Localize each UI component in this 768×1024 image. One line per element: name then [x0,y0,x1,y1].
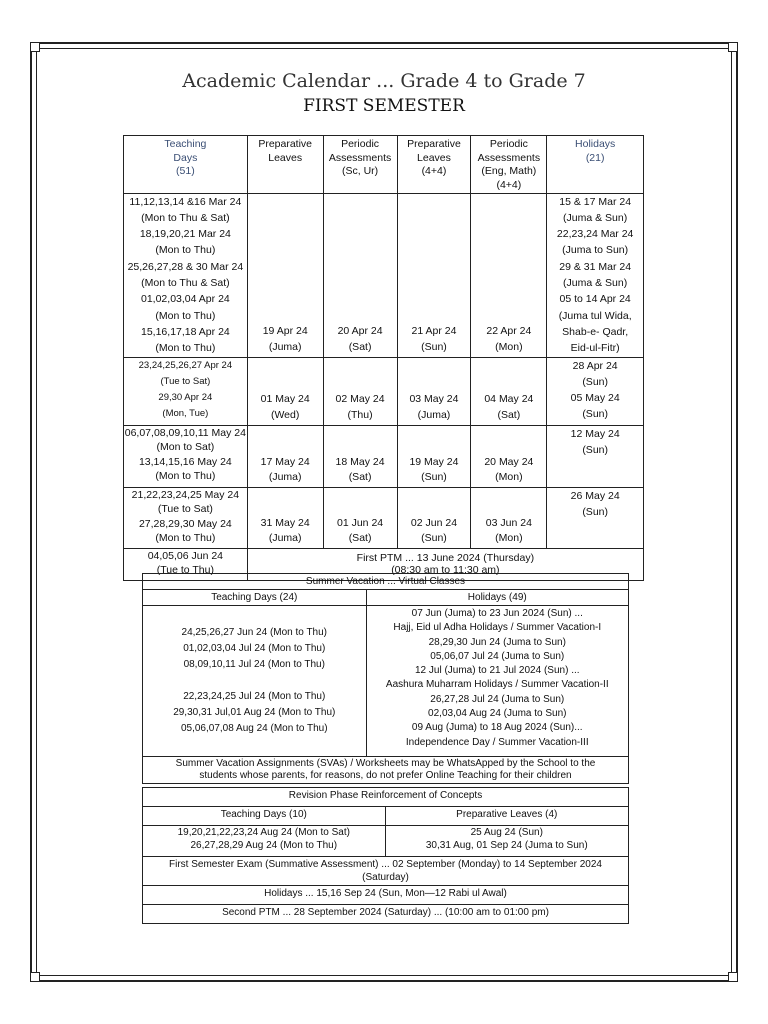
prep-leave-cell [247,193,323,357]
text-line: (Tue to Sat) [160,375,211,387]
text-line: (Eng, Math) (4+4) [481,165,537,191]
revision-prep-cell [385,826,628,857]
prep-leave-cell [397,425,471,487]
text-line: Preparative [258,138,313,150]
text-line: Assessments [477,151,541,164]
text-line: (Sc, Ur) [341,165,379,178]
header-holidays [547,136,644,194]
text-line: 01,02,03,04 Jul 24 (Mon to Thu) [183,643,326,654]
text-line: (Sat) [348,531,372,544]
text-line: 02 Jun 24 [410,516,458,529]
text-line: (Mon) [495,470,523,483]
text-line: 28 Apr 24 [572,359,618,372]
text-line: Leaves [417,151,451,164]
text-line: 11,12,13,14 &16 Mar 24 [129,195,242,208]
text-line: (4+4) [421,165,447,178]
text-line: 15 & 17 Mar 24 [559,195,632,208]
holidays-rabi-ul-awal: Holidays ... 15,16 Sep 24 (Sun, Mon—12 Rabi ul Awal) [143,886,629,905]
text-line: (Mon) [495,531,523,544]
text-line: Periodic [341,138,380,150]
text-line: 25 Aug 24 (Sun) [470,827,543,838]
first-semester-exam: First Semester Exam (Summative Assessment) ... 02 September (Monday) to 14 September 2024 (Saturday) [143,857,629,886]
header-preparative-leaves [247,136,323,194]
text-line: Days [173,151,198,164]
text-line: Preparative [407,138,461,150]
text-line: 13,14,15,16 May 24 [138,455,232,468]
text-line: 22,23,24,25 Jul 24 (Mon to Thu) [183,691,326,702]
holidays-cell [547,425,644,487]
summer-teaching-cell [143,606,367,757]
text-line: (Tue to Thu) [156,563,214,576]
text-line: (Wed) [270,408,300,421]
text-line: Leaves [268,151,303,164]
text-line: 19 Apr 24 [262,324,308,337]
text-line: 01,02,03,04 Apr 24 [141,293,230,306]
assessment-cell [323,487,397,548]
table-row [124,193,644,357]
text-line: 24,25,26,27 Jun 24 (Mon to Thu) [181,627,327,638]
text-line: Aashura Muharram Holidays / Summer Vacation-II [385,679,609,691]
text-line: (Mon to Thu & Sat) [141,277,230,290]
text-line: 07 Jun (Juma) to 23 Jun 2024 (Sun) ... [411,608,583,619]
text-line: Shab-e- Qadr, [562,325,629,338]
summer-title: Summer Vacation ... Virtual Classes [143,574,629,590]
text-line: 25,26,27,28 & 30 Mar 24 [127,260,244,273]
text-line: (Mon, Tue) [162,407,209,419]
text-line: 18,19,20,21 Mar 24 [139,228,231,241]
text-line: Independence Day / Summer Vacation-III [405,736,589,748]
teaching-days-cell [124,487,248,548]
text-line: 21 Apr 24 [411,324,457,337]
corner-ornament [30,42,40,52]
teaching-days-cell [124,193,248,357]
text-line: First PTM ... 13 June 2024 (Thursday) [356,551,535,564]
text-line: 02 May 24 [335,392,385,405]
text-line: 29 & 31 Mar 24 [559,260,632,273]
page-subtitle: FIRST SEMESTER [303,96,465,116]
text-line: 02,03,04 Aug 24 (Juma to Sun) [428,708,567,720]
text-line: 08,09,10,11 Jul 24 (Mon to Thu) [183,659,325,670]
text-line: (Mon to Thu) [155,532,216,545]
text-line: 06,07,08,09,10,11 May 24 [124,426,246,439]
table-row [124,425,644,487]
text-line: 12 Jul (Juma) to 21 Jul 2024 (Sun) ... [415,665,580,677]
text-line: Hajj, Eid ul Adha Holidays / Summer Vacation-I [393,622,602,634]
text-line: Holidays [575,138,616,150]
table-row [124,487,644,548]
table-row [124,357,644,425]
text-line: 03 Jun 24 [485,516,532,529]
text-line: 17 May 24 [260,455,310,468]
revision-teaching-cell [143,826,386,857]
text-line: (Mon to Thu & Sat) [141,211,230,224]
summer-holidays-header: Holidays (49) [366,590,628,606]
text-line: 18 May 24 [335,455,385,468]
first-semester-table [123,135,644,581]
text-line: (51) [176,165,195,178]
text-line: (Juma to Sun) [562,244,629,257]
text-line: (Juma) [268,340,302,353]
corner-ornament [728,972,738,982]
text-line: (Juma) [268,470,302,483]
text-line: (Mon) [495,340,523,353]
text-line: 26 May 24 [570,489,620,502]
header-periodic-assessments-2 [471,136,547,194]
revision-prep-header: Preparative Leaves (4) [385,807,628,826]
corner-ornament [728,42,738,52]
text-line: (Sun) [421,340,447,353]
text-line: 26,27,28 Jul 24 (Juma to Sun) [430,693,565,705]
text-line: (Sun) [582,407,608,420]
prep-leave-cell [397,357,471,425]
text-line: (Sun) [421,470,447,483]
prep-leave-cell [397,193,471,357]
text-line: (Juma & Sun) [563,277,628,290]
prep-leave-cell [247,487,323,548]
assessment-cell [471,357,547,425]
text-line: 05 May 24 [570,391,620,404]
text-line: 29,30,31 Jul,01 Aug 24 (Mon to Thu) [173,707,336,718]
summer-holidays-cell [366,606,628,757]
text-line: (Juma) [268,531,302,544]
text-line: 19,20,21,22,23,24 Aug 24 (Mon to Sat) [177,827,350,838]
holidays-cell [547,193,644,357]
assessment-cell [471,487,547,548]
text-line: (Juma) [417,408,451,421]
text-line: 04,05,06 Jun 24 [147,549,224,562]
text-line: 20 Apr 24 [337,324,383,337]
prep-leave-cell [247,357,323,425]
text-line: (Thu) [347,408,373,421]
text-line: 20 May 24 [484,455,534,468]
text-line: (21) [585,151,605,164]
revision-teaching-header: Teaching Days (10) [143,807,386,826]
text-line: (Sat) [497,408,521,421]
assessment-cell [323,193,397,357]
text-line: 04 May 24 [484,392,534,405]
page-title: Academic Calendar ... Grade 4 to Grade 7 [182,70,586,92]
text-line: 19 May 24 [409,455,459,468]
text-line: 26,27,28,29 Aug 24 (Mon to Thu) [190,839,338,851]
table-header-row [124,136,644,194]
header-teaching-days [124,136,248,194]
text-line: 31 May 24 [260,516,310,529]
summer-note [143,757,629,784]
text-line: Eid-ul-Fitr) [570,342,620,355]
text-line: 03 May 24 [409,392,459,405]
text-line: 22 Apr 24 [486,324,532,337]
text-line: (Sun) [582,375,608,388]
assessment-cell [471,425,547,487]
revision-title: Revision Phase Reinforcement of Concepts [143,788,629,807]
text-line: (Mon to Thu) [155,470,216,483]
text-line: 15,16,17,18 Apr 24 [141,325,230,338]
text-line: 21,22,23,24,25 May 24 [131,488,240,501]
text-line: Assessments [328,151,392,164]
text-line: (Mon to Thu) [155,342,216,355]
header-periodic-assessments [323,136,397,194]
prep-leave-cell [397,487,471,548]
assessment-cell [471,193,547,357]
text-line: 27,28,29,30 May 24 [138,517,232,530]
text-line: (Sat) [348,340,372,353]
assessment-cell [323,357,397,425]
corner-ornament [30,972,40,982]
text-line: (Juma & Sun) [563,211,628,224]
text-line: 01 Jun 24 [337,516,384,529]
text-line: (Mon to Sat) [156,441,215,454]
text-line: 05,06,07 Jul 24 (Juma to Sun) [430,650,565,662]
assessment-cell [323,425,397,487]
text-line: 05 to 14 Apr 24 [559,293,631,306]
header-preparative-leaves-2 [397,136,471,194]
text-line: 05,06,07,08 Aug 24 (Mon to Thu) [180,723,328,734]
summer-vacation-table [142,573,629,784]
text-line: 09 Aug (Juma) to 18 Aug 2024 (Sun)... [411,722,583,734]
text-line: 29,30 Apr 24 [158,391,213,403]
text-line: 23,24,25,26,27 Apr 24 [138,359,233,371]
text-line: (08:30 am to 11:30 am) [391,563,500,576]
text-line: 12 May 24 [570,427,620,440]
text-line: (Mon to Thu) [155,309,216,322]
text-line: (Sat) [348,470,372,483]
text-line: (Tue to Sat) [157,503,213,516]
text-line: (Sun) [582,505,608,518]
text-line: Periodic [489,138,528,150]
holidays-cell [547,487,644,548]
text-line: Summer Vacation Assignments (SVAs) / Worksheets may be WhatsApped by the School to the [175,758,596,769]
text-line: 01 May 24 [260,392,310,405]
text-line: (Sun) [582,443,608,456]
text-line: students whose parents, for reasons, do not prefer Online Teaching for their children [199,770,572,781]
revision-table [142,787,629,924]
text-line: 22,23,24 Mar 24 [556,228,634,241]
teaching-days-cell [124,357,248,425]
text-line: (Mon to Thu) [155,244,216,257]
text-line [145,673,364,689]
summer-teaching-header: Teaching Days (24) [143,590,367,606]
text-line: 28,29,30 Jun 24 (Juma to Sun) [428,636,566,648]
text-line: (Juma tul Wida, [558,309,632,322]
text-line: 30,31 Aug, 01 Sep 24 (Juma to Sun) [425,839,588,851]
text-line: Teaching [164,138,207,150]
prep-leave-cell [247,425,323,487]
second-ptm: Second PTM ... 28 September 2024 (Saturday) ... (10:00 am to 01:00 pm) [143,905,629,924]
text-line: (Sun) [421,531,447,544]
teaching-days-cell [124,425,248,487]
holidays-cell [547,357,644,425]
